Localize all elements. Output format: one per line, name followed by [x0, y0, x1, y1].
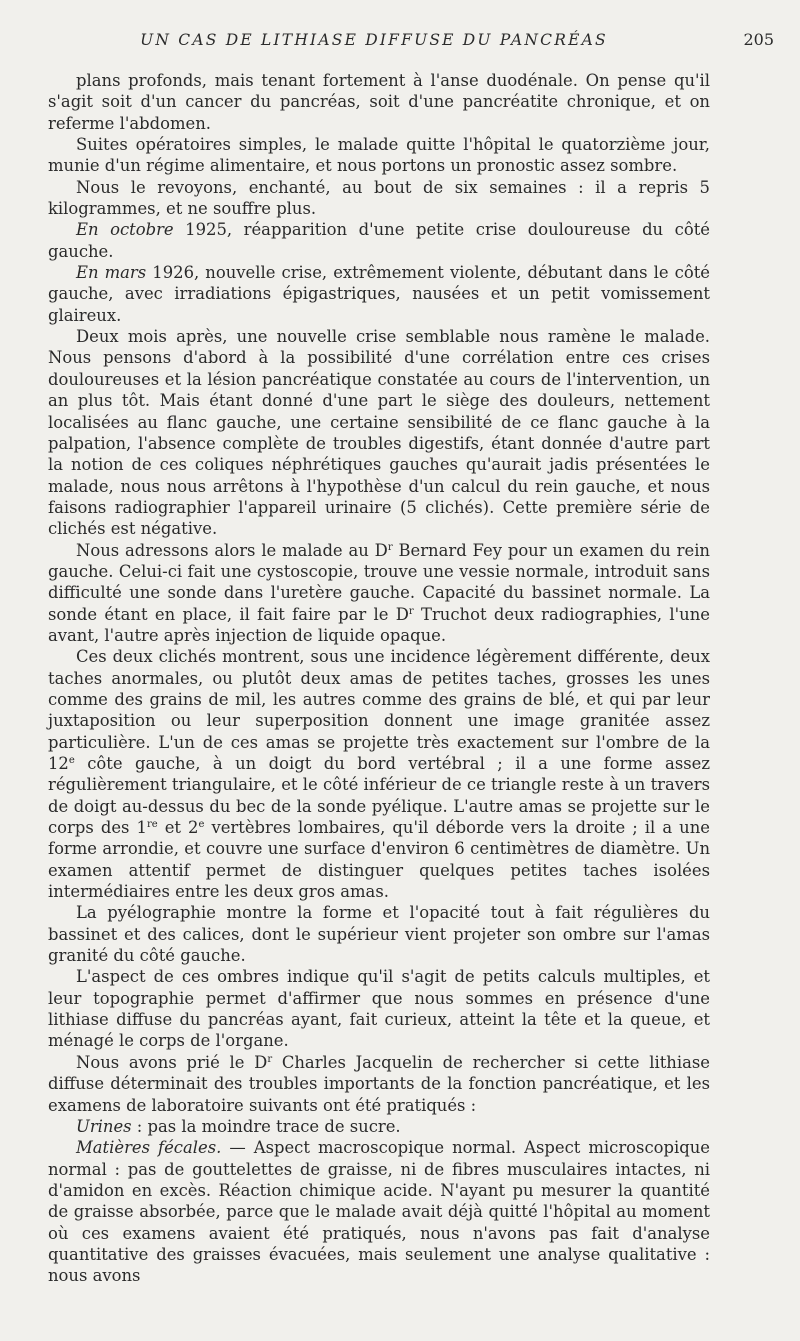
superscript: r	[408, 605, 414, 617]
paragraph-text: et 2	[157, 818, 199, 838]
paragraph-11	[48, 1052, 710, 1116]
paragraph-text: côte gauche, à un doigt du bord vertébral ; il a une forme assez régulièrement triangulaire, et le côté inférieur de ce triangle reste à un travers de doigt au-dessus du bec de la sonde pyélique. L'autre amas se projette sur le corps des 1	[48, 754, 710, 838]
paragraph-text: Suites opératoires simples, le malade quitte l'hôpital le quatorzième jour, munie d'un régime alimentaire, et nous portons un pronostic assez sombre.	[48, 135, 710, 176]
italic-lead: Urines	[76, 1116, 132, 1136]
superscript: e	[198, 819, 205, 831]
paragraph-text: Bernard Fey pour un examen du rein gauche. Celui-ci fait une cystoscopie, trouve une vessie normale, introduit sans difficulté une sonde dans l'uretère gauche. Capacité du bassinet normale. La sonde étant en place, il fait faire par le D	[48, 540, 710, 624]
body-text	[48, 70, 710, 1287]
paragraph-12	[48, 1116, 710, 1137]
italic-lead: En octobre	[76, 220, 174, 240]
superscript: r	[387, 541, 393, 553]
paragraph-13	[48, 1137, 710, 1286]
paragraph-text: 1926, nouvelle crise, extrêmement violente, débutant dans le côté gauche, avec irradiations épigastriques, nausées et un petit vomissement glaireux.	[48, 263, 711, 325]
superscript: re	[146, 819, 158, 831]
paragraph-5	[48, 262, 710, 326]
paragraph-text: La pyélographie montre la forme et l'opacité tout à fait régulières du bassinet et des calices, dont le supérieur vient projeter son ombre sur l'amas granité du côté gauche.	[48, 903, 710, 966]
paragraph-text: Nous adressons alors le malade au D	[76, 540, 388, 560]
paragraph-1	[48, 70, 710, 134]
paragraph-7	[48, 540, 710, 647]
paragraph-6	[48, 326, 710, 539]
paragraph-text: plans profonds, mais tenant fortement à l'anse duodénale. On pense qu'il s'agit soit d'un cancer du pancréas, soit d'une pancréatite chronique, et on referme l'abdomen.	[48, 71, 710, 133]
paragraph-9	[48, 902, 710, 966]
paragraph-2	[48, 134, 710, 177]
superscript: r	[267, 1053, 273, 1065]
paragraph-text: vertèbres lombaires, qu'il déborde vers la droite ; il a une forme arrondie, et couvre une surface d'environ 6 centimètres de diamètre. Un examen attentif permet de distinguer quelques petites taches isolées intermédiaires entre les deux gros amas.	[48, 818, 710, 902]
paragraph-text: Nous avons prié le D	[76, 1052, 268, 1072]
paragraph-text: : pas la moindre trace de sucre.	[131, 1116, 401, 1136]
paragraph-text: Nous le revoyons, enchanté, au bout de six semaines : il a repris 5 kilogrammes, et ne souffre plus.	[48, 177, 710, 219]
paragraph-text: — Aspect macroscopique normal. Aspect microscopique normal : pas de gouttelettes de graisse, ni de fibres musculaires intactes, ni d'amidon en excès. Réaction chimique acide. N'ayant pu mesurer la quantité de graisse absorbée, parce que le malade avait déjà quitté l'hôpital au moment où ces examens avaient été pratiqués, nous n'avons pas fait d'analyse quantitative des graisses évacuées, mais seulement une analyse qualitative : nous avons	[48, 1138, 710, 1286]
paragraph-text: Deux mois après, une nouvelle crise semblable nous ramène le malade. Nous pensons d'abord à la possibilité d'une corrélation entre ces crises douloureuses et la lésion pancréatique constatée au cours de l'intervention, un an plus tôt. Mais étant donné d'une part le siège des douleurs, nettement localisées au flanc gauche, une certaine sensibilité de ce flanc gauche à la palpation, l'absence complète de troubles digestifs, étant donnée d'autre part la notion de ces coliques néphrétiques gauches qu'aurait jadis présentées le malade, nous nous arrêtons à l'hypothèse d'un calcul du rein gauche, et nous faisons radiographier l'appareil urinaire (5 clichés). Cette première série de clichés est négative.	[48, 327, 710, 539]
paragraph-text: Ces deux clichés montrent, sous une incidence légèrement différente, deux taches anormales, ou plutôt deux amas de petites taches, grosses les unes comme des grains de mil, les autres comme des grains de blé, et qui par leur juxtaposition ou leur superposition donnent une image granitée assez particulière. L'un de ces amas se projette très exactement sur l'ombre de la 12	[48, 647, 710, 773]
paragraph-3	[48, 177, 710, 220]
paragraph-4	[48, 219, 710, 262]
paragraph-text: Truchot deux radiographies, l'une avant, l'autre après injection de liquide opaque.	[48, 604, 710, 645]
paragraph-text: 1925, réapparition d'une petite crise douloureuse du côté gauche.	[48, 220, 710, 261]
page-number: 205	[743, 30, 774, 49]
paragraph-text: L'aspect de ces ombres indique qu'il s'agit de petits calculs multiples, et leur topographie permet d'affirmer que nous sommes en présence d'une lithiase diffuse du pancréas ayant, fait curieux, atteint la tête et la queue, et ménagé le corps de l'organe.	[48, 967, 710, 1051]
paragraph-text: Charles Jacquelin de rechercher si cette lithiase diffuse déterminait des troubles importants de la fonction pancréatique, et les examens de laboratoire suivants ont été pratiqués :	[48, 1052, 710, 1115]
paragraph-8	[48, 646, 710, 902]
paragraph-10	[48, 966, 710, 1051]
running-title: UN CAS DE LITHIASE DIFFUSE DU PANCRÉAS	[140, 31, 608, 49]
page-header	[48, 28, 780, 52]
italic-lead: En mars	[76, 263, 147, 283]
italic-lead: Matières fécales.	[76, 1138, 222, 1158]
superscript: e	[68, 755, 75, 766]
